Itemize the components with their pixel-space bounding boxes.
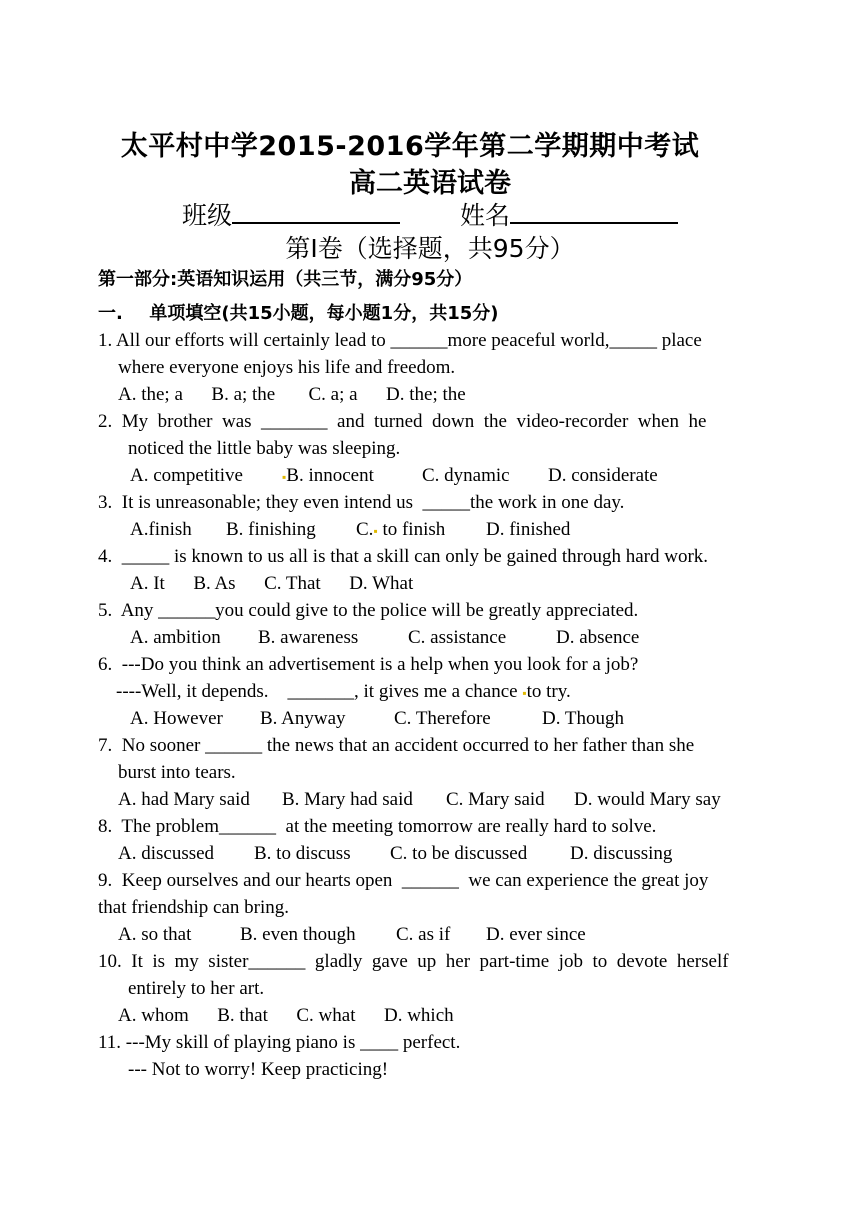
q2-options	[130, 465, 658, 487]
q7-stem: 7. No sooner ______ the news that an accident occurred to her father than she	[98, 735, 695, 756]
part-heading: 第一部分:英语知识运用（共三节，满分95分）	[98, 269, 473, 290]
option-b: B. Mary had said	[282, 789, 413, 810]
q9-stem-cont: that friendship can bring.	[98, 897, 290, 918]
section-title: 单项填空(共15小题，每小题1分，共15分)	[149, 303, 499, 324]
option-b: B. awareness	[258, 627, 359, 648]
q1-stem-cont: where everyone enjoys his life and freedom.	[118, 357, 456, 378]
option-c: C.▪ to finish	[356, 519, 446, 540]
exam-subtitle: 高二英语试卷	[349, 168, 511, 199]
volume-heading: 第Ⅰ卷（选择题，共95分）	[285, 234, 575, 263]
option-c: C. assistance	[408, 627, 507, 648]
option-c: C. to be discussed	[390, 843, 528, 864]
option-c: C. Mary said	[446, 789, 545, 810]
option-c: C. as if	[396, 924, 451, 945]
section-number: 一.	[98, 303, 123, 324]
q6-options	[130, 708, 624, 730]
option-a: A. competitive	[130, 465, 243, 486]
name-blank	[510, 200, 678, 224]
option-b: B. even though	[240, 924, 356, 945]
q1-stem: 1. All our efforts will certainly lead to ______more peaceful world,_____ place	[98, 330, 702, 351]
option-d: D. ever since	[486, 924, 586, 945]
q3-stem: 3. It is unreasonable; they even intend us _____the work in one day.	[98, 492, 625, 513]
q9-options	[118, 924, 586, 946]
option-a: A.finish	[130, 519, 192, 540]
q5-options	[130, 627, 640, 649]
q1-options: A. the; a B. a; the C. a; a D. the; the	[118, 384, 466, 405]
q9-stem: 9. Keep ourselves and our hearts open ______ we can experience the great joy	[98, 870, 709, 891]
option-c: C. Therefore	[394, 708, 491, 729]
section-heading	[98, 303, 498, 325]
q7-options	[118, 789, 721, 811]
option-a: A. ambition	[130, 627, 221, 648]
q10-options: A. whom B. that C. what D. which	[118, 1005, 454, 1026]
option-a: A. However	[130, 708, 223, 729]
q3-options	[130, 519, 571, 541]
student-info-line	[0, 196, 860, 232]
q6-stem: 6. ---Do you think an advertisement is a help when you look for a job?	[98, 654, 639, 675]
option-d: D. finished	[486, 519, 571, 540]
option-d: D. discussing	[570, 843, 673, 864]
class-label: 班级	[182, 201, 233, 230]
option-b: B. Anyway	[260, 708, 346, 729]
option-c: C. dynamic	[422, 465, 510, 486]
q2-stem-cont: noticed the little baby was sleeping.	[128, 438, 401, 459]
q7-stem-cont: burst into tears.	[118, 762, 236, 783]
class-blank	[232, 200, 400, 224]
option-a: A. discussed	[118, 843, 215, 864]
q8-stem: 8. The problem______ at the meeting tomorrow are really hard to solve.	[98, 816, 657, 837]
option-d: D. Though	[542, 708, 624, 729]
q4-stem: 4. _____ is known to us all is that a skill can only be gained through hard work.	[98, 546, 709, 567]
option-b: B. finishing	[226, 519, 316, 540]
q11-stem: 11. ---My skill of playing piano is ____ perfect.	[98, 1032, 461, 1053]
q8-options	[118, 843, 673, 865]
q10-stem: 10. It is my sister______ gladly gave up her part-time job to devote herself	[98, 951, 729, 972]
q5-stem: 5. Any ______you could give to the police will be greatly appreciated.	[98, 600, 639, 621]
option-d: D. absence	[556, 627, 640, 648]
exam-title: 太平村中学2015-2016学年第二学期期中考试	[120, 131, 700, 162]
option-b: ▪B. innocent	[282, 465, 374, 486]
q11-stem-cont: --- Not to worry! Keep practicing!	[128, 1059, 389, 1080]
option-d: D. considerate	[548, 465, 658, 486]
q10-stem-cont: entirely to her art.	[128, 978, 265, 999]
q2-stem: 2. My brother was _______ and turned down the video-recorder when he	[98, 411, 707, 432]
q6-stem-cont: ----Well, it depends. _______, it gives me a chance ▪to try.	[116, 681, 571, 702]
option-d: D. would Mary say	[574, 789, 721, 810]
q4-options: A. It B. As C. That D. What	[130, 573, 414, 594]
name-label: 姓名	[459, 201, 510, 230]
option-a: A. had Mary said	[118, 789, 250, 810]
option-a: A. so that	[118, 924, 192, 945]
option-b: B. to discuss	[254, 843, 351, 864]
